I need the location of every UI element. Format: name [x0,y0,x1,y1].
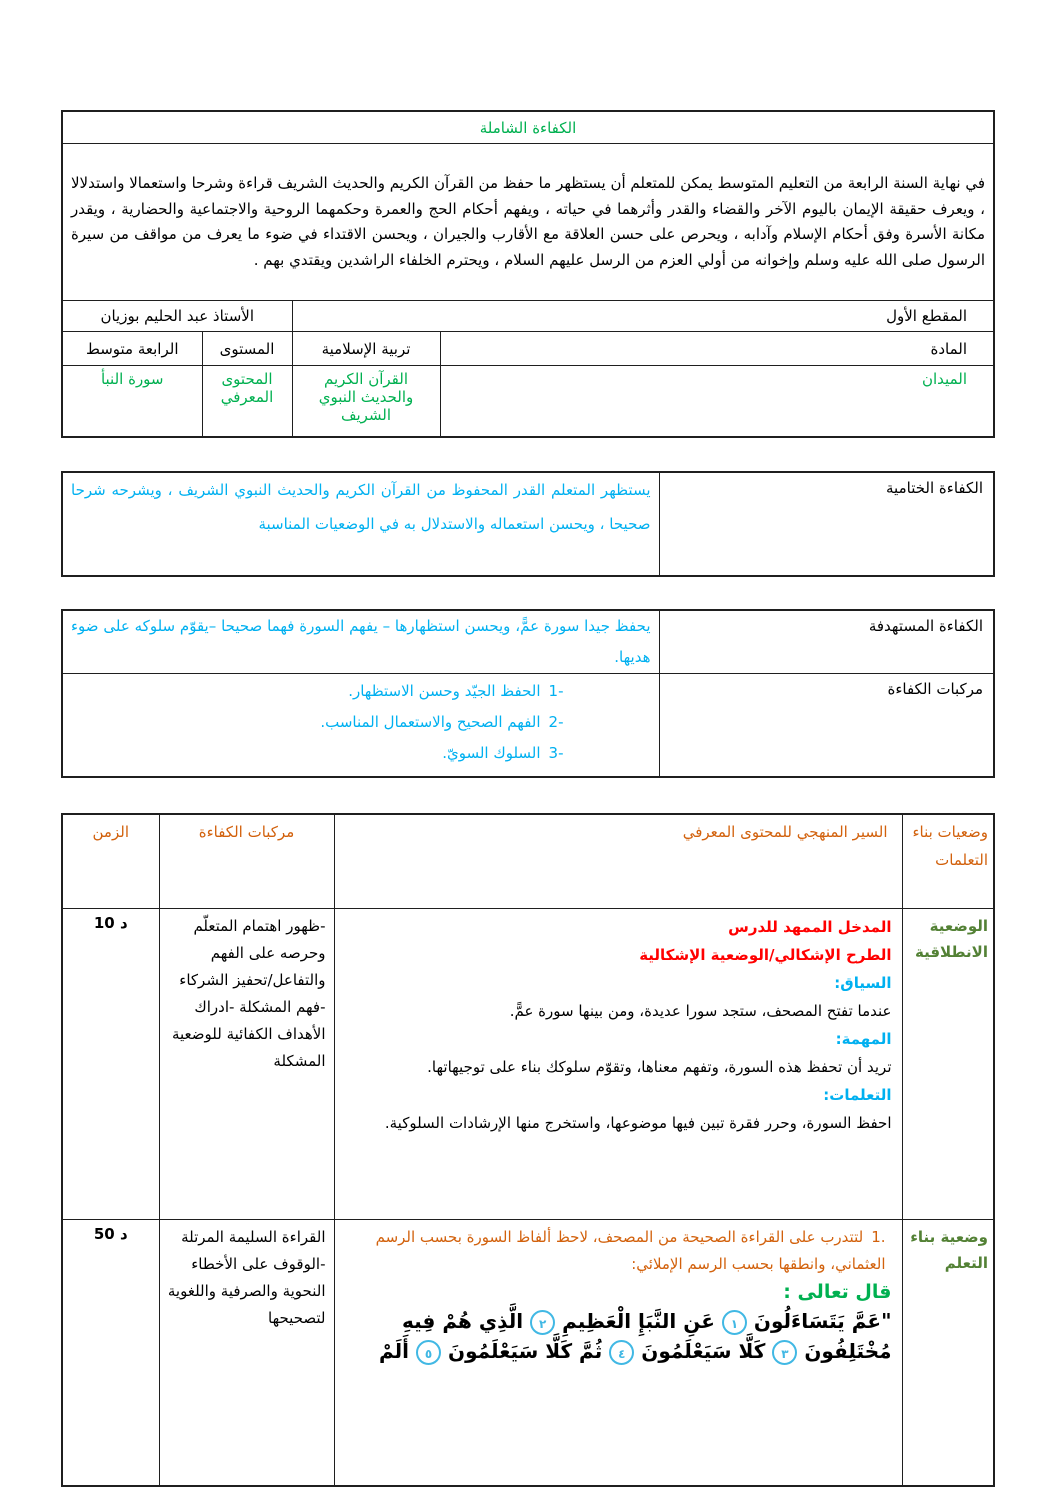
header-methodical-flow: السير المنهجي للمحتوى المعرفي [334,814,902,909]
verse-marker-1: ١ [722,1310,747,1335]
lesson-plan-page [63,0,995,1487]
verse-text: الَّذِي هُمْ فِيهِ [401,1309,524,1333]
situation-build-label: وضعية بناء التعلم [902,1220,994,1487]
lesson-flow-table [61,813,995,1487]
target-competency-label: الكفاءة المستهدفة [659,610,994,674]
target-competency-table [61,609,995,778]
domain-label: الميدان [440,366,994,438]
final-competency-text: يستظهر المتعلم القدر المحفوظ من القرآن الكريم والحديث النبوي الشريف ، ويشرحه شرحا صحيحا ، ويحسن استعماله والاستدلال به في الوضعيات المناسبة [62,472,659,576]
verse-marker-3: ٣ [772,1340,797,1365]
header-time: الزمن [62,814,159,909]
verse-marker-2: ٢ [530,1310,555,1335]
list-item-number: 3- [548,744,564,762]
list-item-number: 1- [548,682,564,700]
section-label: المقطع الأول [292,301,994,332]
header-situations: وضعيات بناء التعلمات [902,814,994,909]
level-value: الرابعة متوسط [62,332,202,366]
qala-taala-label: قال تعالى : [783,1281,892,1303]
verse-text: ثُمَّ كَلَّا سَيَعْلَمُونَ [448,1339,603,1363]
flow-content-start [334,909,902,1220]
flow-content-build [334,1220,902,1487]
subject-label: المادة [440,332,994,366]
situation-start-label: الوضعية الانطلاقية [902,909,994,1220]
teacher-name: الأستاذ عبد الحليم بوزيان [62,301,292,332]
learnings-text: احفظ السورة، وحرر فقرة تبين فيها موضوعها، واستخرج منها الإرشادات السلوكية. [384,1114,892,1132]
summary-table [61,110,995,438]
target-competency-text: يحفظ جيدا سورة عمًّ، ويحسن استظهارها – يفهم السورة فهما صحيحا –يقوّم سلوكه على ضوء هديها. [62,610,659,674]
competency-components-label: مركبات الكفاءة [659,674,994,778]
final-competency-label: الكفاءة الختامية [659,472,994,576]
intro-line: المدخل الممهد للدرس [728,918,892,936]
domain-value: القرآن الكريم والحديث النبوي الشريف [292,366,440,438]
task-label: المهمة: [835,1030,892,1048]
learnings-label: التعلمات: [823,1086,892,1104]
components-build: القراءة السليمة المرتلة -الوقوف على الأخطاء النحوية والصرفية واللغوية لتصحيحها [159,1220,334,1487]
verse-marker-5: ٥ [416,1340,441,1365]
time-value: 50 د [93,1225,128,1243]
time-start [62,909,159,1220]
table-row [62,1220,994,1487]
list-item [71,738,564,769]
content-label: المحتوى المعرفي [202,366,292,438]
item-text: لتتدرب على القراءة الصحيحة من المصحف، لاحظ ألفاظ السورة بحسب الرسم العثماني، وانطقها بحسب الرسم الإملائي: [375,1228,886,1273]
problem-line: الطرح الإشكالي/الوضعية الإشكالية [639,946,892,964]
time-value: 10 د [93,914,128,932]
verse-marker-4: ٤ [609,1340,634,1365]
verse-text: أَلَمْ [378,1339,410,1363]
competency-components-list [62,674,659,778]
table-row [62,909,994,1220]
verse-text: "عَمَّ يَتَسَاءَلُونَ [753,1309,892,1333]
task-text: تريد أن تحفظ هذه السورة، وتفهم معناها، وتقوّم سلوكك بناء على توجيهاتها. [427,1058,892,1076]
level-label: المستوى [202,332,292,366]
components-start: -ظهور اهتمام المتعلّم وحرصه على الفهم والتفاعل/تحفيز الشركاء -فهم المشكلة -ادراك الأهداف الكفائية للوضعية المشكلة [159,909,334,1220]
quran-verse-line-1 [345,1306,892,1336]
content-value: سورة النبأ [62,366,202,438]
context-text: عندما تفتح المصحف، ستجد سورا عديدة، ومن بينها سورة عمًّ. [509,1002,892,1020]
context-label: السياق: [834,974,892,992]
verse-text: عَنِ النَّبَإِ الْعَظِيمِ [562,1309,715,1333]
comprehensive-competency-title: الكفاءة الشاملة [62,111,994,144]
verse-text: كَلَّا سَيَعْلَمُونَ [641,1339,766,1363]
final-competency-table [61,471,995,577]
list-item [71,676,564,707]
list-item-text: الحفظ الجيّد وحسن الاستظهار. [348,682,541,700]
list-item-text: الفهم الصحيح والاستعمال المناسب. [320,713,541,731]
quran-verse-line-2 [345,1336,892,1366]
list-item-number: 2- [548,713,564,731]
item-number: 1. [871,1228,886,1246]
header-components: مركبات الكفاءة [159,814,334,909]
list-item [71,707,564,738]
verse-text: مُخْتَلِفُونَ [804,1339,892,1363]
activity-item [345,1224,892,1278]
time-build [62,1220,159,1487]
list-item-text: السلوك السويّ. [442,744,541,762]
comprehensive-competency-text: في نهاية السنة الرابعة من التعليم المتوسط يمكن للمتعلم أن يستظهر ما حفظ من القرآن الكريم والحديث الشريف قراءة وشرحا واستعمالا واستدلالا ، ويعرف حقيقة الإيمان باليوم الآخر والقضاء والقدر وأثرهما في حياته ، ويفهم أحكام الحج والعمرة وحكمهما الروحية والاجتماعية والحضارية ، ويقدر مكانة الأسرة وفق أحكام الإسلام وآدابه ، ويحرص على حسن العلاقة مع الأقارب والجيران ، ويحسن الاقتداء في ضوء ما يعرف من مواقف من سيرة الرسول صلى الله عليه وسلم وإخوانه من أولي العزم من الرسل عليهم السلام ، ويحترم الخلفاء الراشدين ويقتدي بهم . [62,144,994,301]
subject-value: تربية الإسلامية [292,332,440,366]
